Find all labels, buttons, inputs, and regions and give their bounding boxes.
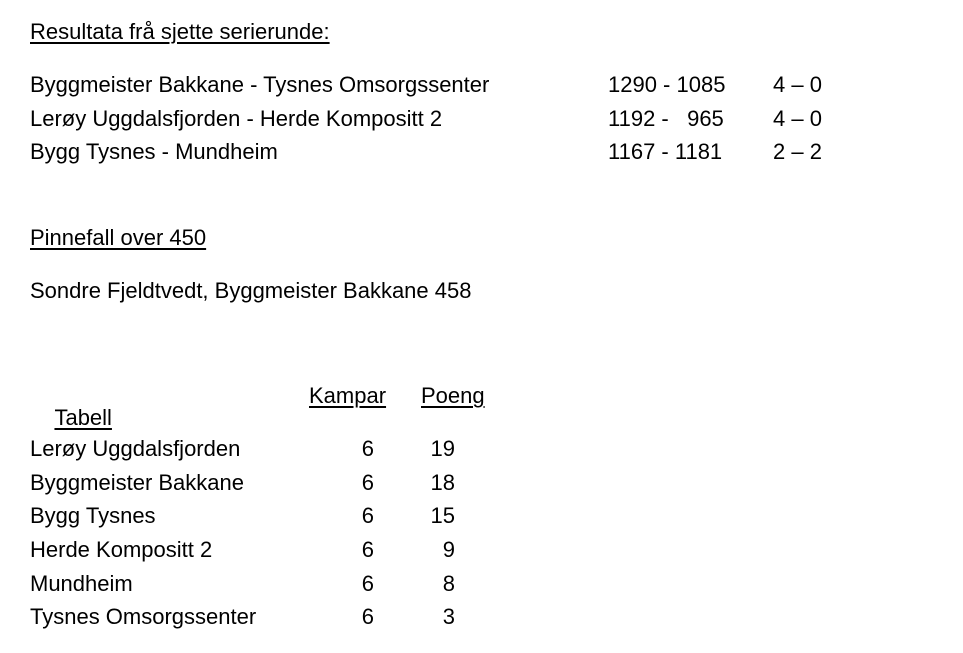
- column-header-points: Poeng: [421, 383, 485, 408]
- match-teams: Bygg Tysnes - Mundheim: [30, 139, 278, 164]
- row-matches: 6: [361, 604, 374, 629]
- row-matches: 6: [361, 503, 374, 528]
- row-matches: 6: [361, 436, 374, 461]
- row-team: Tysnes Omsorgssenter: [30, 604, 257, 629]
- match-points: 4 – 0: [773, 106, 822, 131]
- column-header-matches: Kampar: [309, 383, 387, 408]
- row-points: 15: [430, 503, 455, 528]
- match-pins: 1290 - 1085: [608, 72, 726, 97]
- row-points: 8: [442, 571, 455, 596]
- row-points: 9: [442, 537, 455, 562]
- row-points: 3: [442, 604, 455, 629]
- match-points: 4 – 0: [773, 72, 822, 97]
- row-team: Herde Kompositt 2: [30, 537, 213, 562]
- match-teams: Byggmeister Bakkane - Tysnes Omsorgssenter: [30, 72, 490, 97]
- match-teams: Lerøy Uggdalsfjorden - Herde Kompositt 2: [30, 106, 443, 131]
- row-points: 19: [430, 436, 455, 461]
- row-matches: 6: [361, 537, 374, 562]
- row-matches: 6: [361, 470, 374, 495]
- row-team: Mundheim: [30, 571, 133, 596]
- match-pins: 1167 - 1181: [608, 139, 723, 164]
- row-team: Bygg Tysnes: [30, 503, 156, 528]
- table-heading: Tabell: [54, 405, 112, 430]
- results-heading: Resultata frå sjette serierunde:: [30, 19, 330, 44]
- row-points: 18: [430, 470, 455, 495]
- row-team: Byggmeister Bakkane: [30, 470, 244, 495]
- match-points: 2 – 2: [773, 139, 822, 164]
- row-team: Lerøy Uggdalsfjorden: [30, 436, 241, 461]
- pinfall-heading: Pinnefall over 450: [30, 225, 207, 250]
- match-pins: 1192 - 965: [608, 106, 724, 131]
- pinfall-entry: Sondre Fjeldtvedt, Byggmeister Bakkane 458: [30, 278, 472, 303]
- row-matches: 6: [361, 571, 374, 596]
